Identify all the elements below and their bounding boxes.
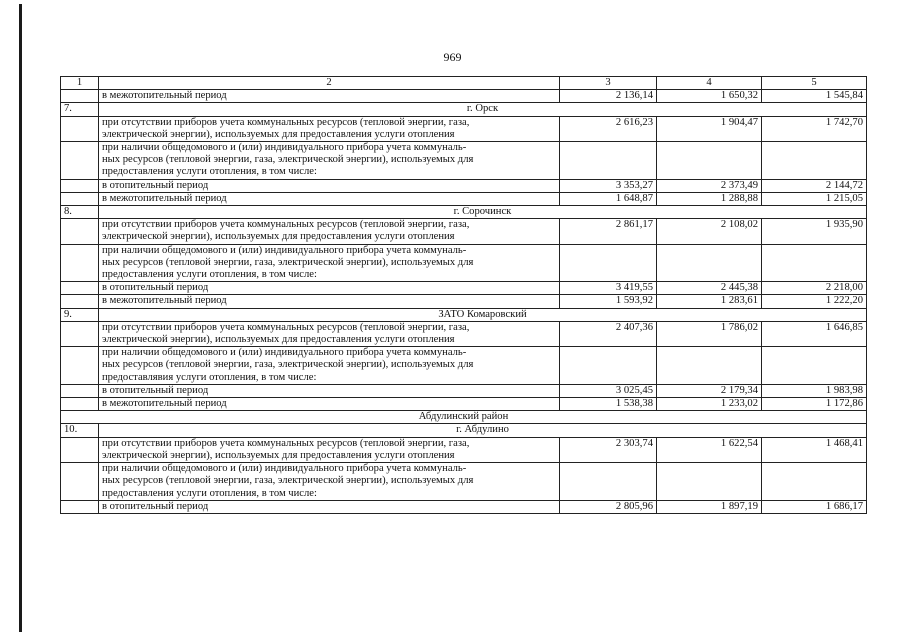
value-col-5: 1 222,20: [762, 295, 867, 308]
value-col-3: 3 025,45: [560, 384, 657, 397]
value-col-4: 1 288,88: [657, 192, 762, 205]
table-row: [61, 321, 867, 346]
table-row: [61, 347, 867, 385]
table-row: [61, 295, 867, 308]
description-line: в межотопительный период: [102, 192, 227, 204]
page-number: 969: [443, 50, 462, 64]
value-col-3: 3 419,55: [560, 282, 657, 295]
description-line: при отсутствии приборов учета коммунальных ресурсов (тепловой энергии, газа,: [102, 437, 470, 449]
row-description: [99, 116, 560, 141]
description-line: предоставления услуги отопления, в том числе:: [102, 166, 317, 178]
row-description: [99, 321, 560, 346]
value-col-3: [560, 463, 657, 501]
value-col-5: 1 983,98: [762, 384, 867, 397]
value-col-4: 1 233,02: [657, 398, 762, 411]
value-col-3: 2 616,23: [560, 116, 657, 141]
table-row: [61, 437, 867, 462]
row-description: [99, 192, 560, 205]
description-line: при отсутствии приборов учета коммунальных ресурсов (тепловой энергии, газа,: [102, 219, 470, 231]
header-col-4: 4: [657, 77, 762, 90]
value-col-3: [560, 244, 657, 282]
value-col-5: 2 144,72: [762, 179, 867, 192]
row-index: [61, 437, 99, 462]
value-col-5: [762, 463, 867, 501]
value-col-5: 1 742,70: [762, 116, 867, 141]
description-line: в отопительный период: [102, 179, 209, 191]
row-index: [61, 219, 99, 244]
description-line: при отсутствии приборов учета коммунальных ресурсов (тепловой энергии, газа,: [102, 116, 470, 128]
value-col-5: 1 686,17: [762, 500, 867, 513]
description-line: в отопительный период: [102, 282, 209, 294]
section-title: г. Сорочинск: [99, 206, 867, 219]
value-col-4: 1 904,47: [657, 116, 762, 141]
value-col-5: [762, 244, 867, 282]
binding-edge-line: [19, 4, 22, 632]
value-col-4: [657, 142, 762, 180]
description-line: ных ресурсов (тепловой энергии, газа, электрической энергии), используемых для: [102, 475, 474, 487]
description-line: при наличии общедомового и (или) индивидуального прибора учета коммуналь-: [102, 347, 467, 359]
row-index: 9.: [61, 308, 99, 321]
table-row: [61, 282, 867, 295]
tariff-table: [60, 76, 867, 514]
row-index: [61, 500, 99, 513]
table-row: [61, 142, 867, 180]
row-description: [99, 347, 560, 385]
value-col-3: 2 805,96: [560, 500, 657, 513]
section-title: г. Орск: [99, 103, 867, 116]
row-index: [61, 179, 99, 192]
district-row: [61, 411, 867, 424]
table-row: [61, 219, 867, 244]
row-index: [61, 398, 99, 411]
description-line: ных ресурсов (тепловой энергии, газа, электрической энергии), используемых для: [102, 359, 474, 371]
description-line: в отопительный период: [102, 500, 209, 512]
section-row: [61, 206, 867, 219]
value-col-4: 1 786,02: [657, 321, 762, 346]
table-row: [61, 500, 867, 513]
table-row: [61, 244, 867, 282]
value-col-3: 1 648,87: [560, 192, 657, 205]
row-index: [61, 463, 99, 501]
description-line: в межотопительный период: [102, 90, 227, 102]
row-index: [61, 282, 99, 295]
section-row: [61, 424, 867, 437]
row-description: [99, 500, 560, 513]
value-col-5: 1 215,05: [762, 192, 867, 205]
description-line: предоставления услуги отопления, в том числе:: [102, 487, 317, 499]
row-description: [99, 179, 560, 192]
row-description: [99, 219, 560, 244]
row-index: [61, 244, 99, 282]
description-line: в межотопительный период: [102, 295, 227, 307]
value-col-4: 1 622,54: [657, 437, 762, 462]
description-line: при наличии общедомового и (или) индивидуального прибора учета коммуналь-: [102, 463, 467, 475]
value-col-5: [762, 347, 867, 385]
header-col-2: 2: [99, 77, 560, 90]
value-col-4: [657, 463, 762, 501]
row-index: [61, 116, 99, 141]
description-line: ных ресурсов (тепловой энергии, газа, электрической энергии), используемых для: [102, 154, 474, 166]
table-row: [61, 179, 867, 192]
value-col-4: 2 373,49: [657, 179, 762, 192]
value-col-4: 1 650,32: [657, 90, 762, 103]
description-line: в межотопительный период: [102, 398, 227, 410]
value-col-3: 2 407,36: [560, 321, 657, 346]
value-col-3: [560, 142, 657, 180]
description-line: предоставлявия услуги отопления, в том числе:: [102, 371, 317, 383]
header-col-5: 5: [762, 77, 867, 90]
row-index: 7.: [61, 103, 99, 116]
row-index: [61, 90, 99, 103]
value-col-5: 1 935,90: [762, 219, 867, 244]
row-index: [61, 295, 99, 308]
header-col-1: 1: [61, 77, 99, 90]
value-col-4: 1 897,19: [657, 500, 762, 513]
value-col-4: 2 445,38: [657, 282, 762, 295]
description-line: ных ресурсов (тепловой энергии, газа, электрической энергии), используемых для: [102, 256, 474, 268]
table-row: [61, 90, 867, 103]
section-row: [61, 103, 867, 116]
row-description: [99, 463, 560, 501]
description-line: электрической энергии), используемых для предоставления услуги отопления: [102, 334, 455, 346]
header-col-3: 3: [560, 77, 657, 90]
value-col-3: [560, 347, 657, 385]
value-col-5: 2 218,00: [762, 282, 867, 295]
row-index: [61, 192, 99, 205]
section-row: [61, 308, 867, 321]
table-row: [61, 116, 867, 141]
value-col-3: 3 353,27: [560, 179, 657, 192]
description-line: в отопительный период: [102, 384, 209, 396]
row-index: [61, 384, 99, 397]
section-title: г. Абдулино: [99, 424, 867, 437]
row-description: [99, 244, 560, 282]
table-row: [61, 384, 867, 397]
row-index: [61, 142, 99, 180]
description-line: при наличии общедомового и (или) индивидуального прибора учета коммуналь-: [102, 142, 467, 154]
description-line: электрической энергии), используемых для предоставления услуги отопления: [102, 128, 455, 140]
value-col-5: [762, 142, 867, 180]
value-col-3: 1 593,92: [560, 295, 657, 308]
row-description: [99, 437, 560, 462]
value-col-3: 2 861,17: [560, 219, 657, 244]
row-description: [99, 384, 560, 397]
value-col-4: 2 179,34: [657, 384, 762, 397]
row-index: [61, 321, 99, 346]
district-title: Абдулинский район: [61, 411, 867, 424]
value-col-4: 1 283,61: [657, 295, 762, 308]
row-description: [99, 90, 560, 103]
description-line: при отсутствии приборов учета коммунальных ресурсов (тепловой энергии, газа,: [102, 321, 470, 333]
row-index: 8.: [61, 206, 99, 219]
row-index: 10.: [61, 424, 99, 437]
table-header-row: [61, 77, 867, 90]
value-col-5: 1 468,41: [762, 437, 867, 462]
value-col-4: [657, 347, 762, 385]
value-col-3: 2 136,14: [560, 90, 657, 103]
row-description: [99, 142, 560, 180]
value-col-3: 2 303,74: [560, 437, 657, 462]
value-col-5: 1 172,86: [762, 398, 867, 411]
value-col-5: 1 646,85: [762, 321, 867, 346]
table-row: [61, 463, 867, 501]
description-line: электрической энергии), используемых для предоставления услуги отопления: [102, 231, 455, 243]
table-row: [61, 192, 867, 205]
row-description: [99, 282, 560, 295]
row-description: [99, 295, 560, 308]
table-row: [61, 398, 867, 411]
description-line: при наличии общедомового и (или) индивидуального прибора учета коммуналь-: [102, 244, 467, 256]
row-index: [61, 347, 99, 385]
value-col-4: [657, 244, 762, 282]
value-col-5: 1 545,84: [762, 90, 867, 103]
row-description: [99, 398, 560, 411]
section-title: ЗАТО Комаровский: [99, 308, 867, 321]
value-col-3: 1 538,38: [560, 398, 657, 411]
description-line: предоставления услуги отопления, в том числе:: [102, 269, 317, 281]
description-line: электрической энергии), используемых для предоставления услуги отопления: [102, 449, 455, 461]
value-col-4: 2 108,02: [657, 219, 762, 244]
